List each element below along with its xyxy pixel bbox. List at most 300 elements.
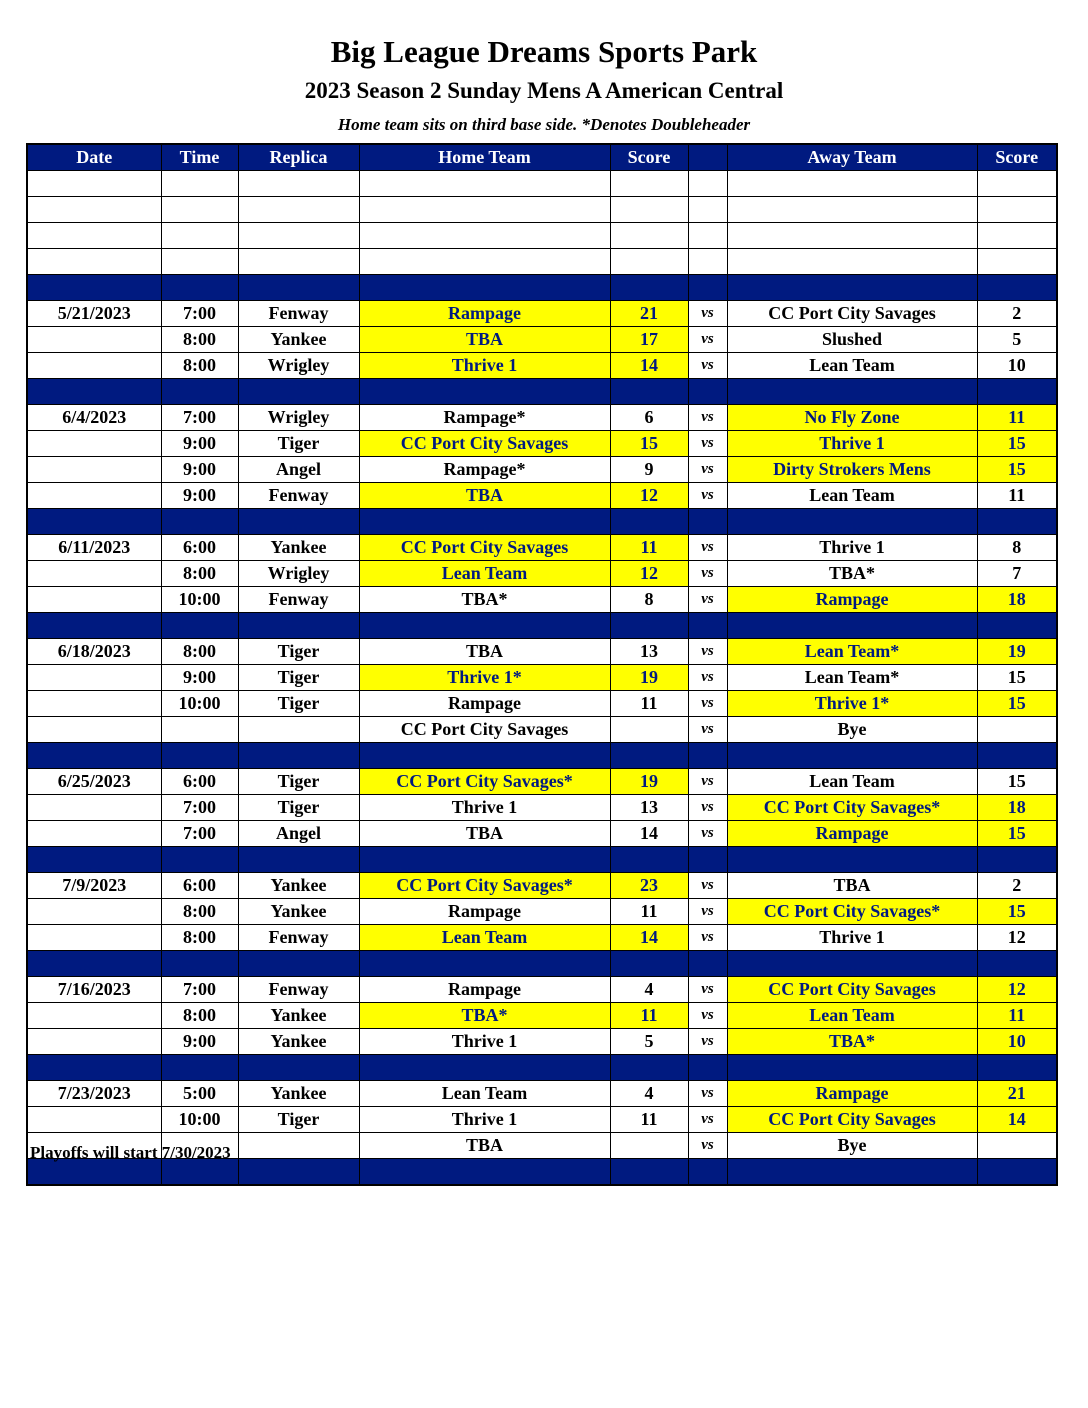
date-cell: 6/4/2023 [27,405,161,431]
away-team-cell: Thrive 1 [727,431,977,457]
vs-cell: vs [688,561,727,587]
away-team-cell: CC Port City Savages [727,977,977,1003]
vs-cell: vs [688,639,727,665]
date-cell: 7/23/2023 [27,1081,161,1107]
vs-cell: vs [688,535,727,561]
separator-cell [977,951,1057,977]
away-team-cell: Rampage [727,587,977,613]
away-score-cell: 15 [977,899,1057,925]
week-separator-row [27,743,1057,769]
home-score-cell: 17 [610,327,688,353]
game-row [27,873,1057,899]
home-score-cell: 13 [610,795,688,821]
away-score-cell: 8 [977,535,1057,561]
home-team-cell: TBA [359,1133,610,1159]
blank-cell [688,223,727,249]
separator-cell [610,613,688,639]
game-row [27,587,1057,613]
home-score-cell [610,1133,688,1159]
blank-cell [359,197,610,223]
away-team-cell: Thrive 1 [727,925,977,951]
away-team-cell: Rampage [727,821,977,847]
separator-cell [688,1159,727,1186]
home-score-cell: 4 [610,977,688,1003]
vs-cell: vs [688,1133,727,1159]
away-team-cell: Bye [727,717,977,743]
time-cell: 7:00 [161,795,238,821]
away-score-cell: 7 [977,561,1057,587]
col-time-header: Time [161,144,238,171]
home-team-cell: Thrive 1 [359,353,610,379]
game-row [27,795,1057,821]
separator-cell [688,613,727,639]
time-cell: 8:00 [161,353,238,379]
away-score-cell: 15 [977,665,1057,691]
home-score-cell: 11 [610,1003,688,1029]
home-score-cell: 14 [610,821,688,847]
date-cell [27,561,161,587]
date-cell [27,483,161,509]
time-cell: 8:00 [161,327,238,353]
date-cell: 7/9/2023 [27,873,161,899]
separator-cell [727,613,977,639]
separator-cell [688,379,727,405]
separator-cell [161,509,238,535]
separator-cell [238,1055,359,1081]
home-team-cell: Thrive 1 [359,1029,610,1055]
home-team-cell: Thrive 1* [359,665,610,691]
away-score-cell: 19 [977,639,1057,665]
vs-cell: vs [688,457,727,483]
separator-cell [610,847,688,873]
away-team-cell: Rampage [727,1081,977,1107]
replica-cell: Fenway [238,483,359,509]
week-separator-row [27,847,1057,873]
away-team-cell: TBA* [727,561,977,587]
time-cell: 10:00 [161,1107,238,1133]
date-cell [27,1029,161,1055]
separator-cell [27,379,161,405]
home-score-cell: 19 [610,665,688,691]
game-row [27,691,1057,717]
game-row [27,977,1057,1003]
playoffs-note: Playoffs will start 7/30/2023 [30,1143,231,1162]
home-team-cell: Lean Team [359,925,610,951]
replica-cell: Fenway [238,301,359,327]
blank-cell [977,223,1057,249]
vs-cell: vs [688,795,727,821]
home-team-cell: Rampage [359,899,610,925]
blank-cell [161,249,238,275]
vs-cell: vs [688,353,727,379]
time-cell: 8:00 [161,899,238,925]
blank-row [27,197,1057,223]
date-cell [27,431,161,457]
home-score-cell: 11 [610,1107,688,1133]
time-cell: 9:00 [161,483,238,509]
home-team-cell: TBA* [359,587,610,613]
game-row [27,717,1057,743]
away-team-cell: Lean Team* [727,665,977,691]
vs-cell: vs [688,405,727,431]
vs-cell: vs [688,899,727,925]
separator-cell [238,743,359,769]
replica-cell: Tiger [238,769,359,795]
home-score-cell: 12 [610,561,688,587]
game-row [27,457,1057,483]
separator-cell [688,1055,727,1081]
week-separator-row [27,613,1057,639]
separator-cell [238,275,359,301]
home-team-cell: Rampage [359,691,610,717]
separator-cell [27,951,161,977]
vs-cell: vs [688,873,727,899]
replica-cell: Yankee [238,1003,359,1029]
away-score-cell: 10 [977,353,1057,379]
blank-cell [359,249,610,275]
away-score-cell: 18 [977,795,1057,821]
blank-cell [238,197,359,223]
blank-cell [161,197,238,223]
time-cell: 7:00 [161,977,238,1003]
date-cell [27,1003,161,1029]
blank-cell [727,197,977,223]
replica-cell [238,1133,359,1159]
away-score-cell: 15 [977,691,1057,717]
home-score-cell: 13 [610,639,688,665]
schedule-note: Home team sits on third base side. *Denotes Doubleheader [337,115,751,134]
separator-cell [161,1055,238,1081]
replica-cell: Yankee [238,535,359,561]
game-row [27,353,1057,379]
home-team-cell: CC Port City Savages [359,535,610,561]
separator-cell [610,379,688,405]
replica-cell: Fenway [238,925,359,951]
week-separator-row [27,509,1057,535]
date-cell [27,1107,161,1133]
time-cell: 7:00 [161,821,238,847]
col-home-team-header: Home Team [359,144,610,171]
home-team-cell: Lean Team [359,561,610,587]
blank-cell [688,197,727,223]
blank-cell [727,171,977,197]
blank-cell [688,249,727,275]
vs-cell: vs [688,665,727,691]
blank-cell [977,249,1057,275]
blank-cell [161,223,238,249]
separator-cell [359,379,610,405]
time-cell: 8:00 [161,639,238,665]
replica-cell: Tiger [238,795,359,821]
game-row [27,1029,1057,1055]
away-score-cell: 11 [977,1003,1057,1029]
game-row [27,1081,1057,1107]
away-score-cell: 2 [977,301,1057,327]
date-cell: 6/18/2023 [27,639,161,665]
away-team-cell: Lean Team* [727,639,977,665]
separator-cell [610,509,688,535]
home-team-cell: Rampage [359,977,610,1003]
blank-cell [238,249,359,275]
blank-cell [359,223,610,249]
separator-cell [359,743,610,769]
date-cell [27,717,161,743]
game-row [27,561,1057,587]
date-cell [27,795,161,821]
replica-cell [238,717,359,743]
replica-cell: Tiger [238,665,359,691]
date-cell [27,925,161,951]
game-row [27,639,1057,665]
separator-cell [161,613,238,639]
game-row [27,535,1057,561]
col-away-score-header: Score [977,144,1057,171]
away-team-cell: CC Port City Savages* [727,795,977,821]
game-row [27,301,1057,327]
separator-cell [688,951,727,977]
time-cell: 9:00 [161,431,238,457]
week-separator-row [27,1055,1057,1081]
away-score-cell: 12 [977,977,1057,1003]
vs-cell: vs [688,1003,727,1029]
replica-cell: Wrigley [238,353,359,379]
home-score-cell: 19 [610,769,688,795]
game-row [27,1003,1057,1029]
date-cell [27,587,161,613]
page-subtitle: 2023 Season 2 Sunday Mens A American Central [304,78,784,103]
separator-cell [238,951,359,977]
home-score-cell: 11 [610,899,688,925]
blank-cell [238,223,359,249]
date-cell: 5/21/2023 [27,301,161,327]
separator-cell [688,509,727,535]
separator-cell [161,847,238,873]
away-score-cell: 10 [977,1029,1057,1055]
separator-cell [610,743,688,769]
separator-cell [359,1055,610,1081]
home-score-cell: 9 [610,457,688,483]
replica-cell: Tiger [238,639,359,665]
replica-cell: Tiger [238,691,359,717]
home-score-cell: 11 [610,691,688,717]
home-team-cell: Rampage* [359,405,610,431]
home-score-cell: 23 [610,873,688,899]
col-date-header: Date [27,144,161,171]
vs-cell: vs [688,821,727,847]
separator-cell [359,509,610,535]
separator-cell [27,743,161,769]
away-score-cell: 12 [977,925,1057,951]
game-row [27,327,1057,353]
home-score-cell: 14 [610,353,688,379]
home-score-cell: 15 [610,431,688,457]
blank-cell [27,197,161,223]
blank-cell [977,197,1057,223]
vs-cell: vs [688,1029,727,1055]
replica-cell: Wrigley [238,405,359,431]
time-cell: 7:00 [161,405,238,431]
home-team-cell: Rampage* [359,457,610,483]
replica-cell: Wrigley [238,561,359,587]
time-cell: 9:00 [161,457,238,483]
home-team-cell: TBA [359,639,610,665]
blank-cell [27,249,161,275]
time-cell: 9:00 [161,665,238,691]
home-team-cell: Thrive 1 [359,1107,610,1133]
game-row [27,769,1057,795]
away-team-cell: Dirty Strokers Mens [727,457,977,483]
separator-cell [238,509,359,535]
vs-cell: vs [688,587,727,613]
separator-cell [610,951,688,977]
vs-cell: vs [688,327,727,353]
separator-cell [688,743,727,769]
away-team-cell: TBA [727,873,977,899]
date-cell [27,665,161,691]
blank-cell [727,223,977,249]
time-cell: 10:00 [161,691,238,717]
away-score-cell [977,1133,1057,1159]
home-score-cell: 14 [610,925,688,951]
home-team-cell: TBA* [359,1003,610,1029]
separator-cell [977,1055,1057,1081]
separator-cell [359,275,610,301]
home-score-cell: 12 [610,483,688,509]
separator-cell [238,379,359,405]
replica-cell: Yankee [238,327,359,353]
separator-cell [688,847,727,873]
away-team-cell: Lean Team [727,483,977,509]
col-replica-header: Replica [238,144,359,171]
blank-cell [161,171,238,197]
home-team-cell: Thrive 1 [359,795,610,821]
vs-cell: vs [688,769,727,795]
away-team-cell: Thrive 1 [727,535,977,561]
away-score-cell: 11 [977,483,1057,509]
home-team-cell: TBA [359,327,610,353]
separator-cell [161,951,238,977]
vs-cell: vs [688,1107,727,1133]
away-team-cell: Lean Team [727,353,977,379]
away-score-cell: 11 [977,405,1057,431]
replica-cell: Yankee [238,1081,359,1107]
away-score-cell: 5 [977,327,1057,353]
separator-cell [977,743,1057,769]
separator-cell [727,1159,977,1186]
away-team-cell: Bye [727,1133,977,1159]
replica-cell: Fenway [238,587,359,613]
vs-cell: vs [688,717,727,743]
separator-cell [727,847,977,873]
away-team-cell: Slushed [727,327,977,353]
schedule-body [27,171,1057,1186]
replica-cell: Yankee [238,873,359,899]
week-separator-row [27,379,1057,405]
time-cell: 5:00 [161,1081,238,1107]
replica-cell: Angel [238,821,359,847]
blank-cell [727,249,977,275]
separator-cell [727,951,977,977]
vs-cell: vs [688,483,727,509]
separator-cell [610,275,688,301]
away-score-cell: 21 [977,1081,1057,1107]
date-cell [27,327,161,353]
away-team-cell: CC Port City Savages* [727,899,977,925]
time-cell: 8:00 [161,925,238,951]
time-cell [161,717,238,743]
week-separator-row [27,951,1057,977]
game-row [27,431,1057,457]
blank-cell [27,223,161,249]
blank-cell [238,171,359,197]
separator-cell [27,847,161,873]
replica-cell: Tiger [238,1107,359,1133]
away-team-cell: Thrive 1* [727,691,977,717]
time-cell: 10:00 [161,587,238,613]
away-score-cell: 14 [977,1107,1057,1133]
week-separator-row [27,275,1057,301]
separator-cell [27,613,161,639]
vs-cell: vs [688,691,727,717]
vs-cell: vs [688,1081,727,1107]
blank-cell [610,223,688,249]
date-cell: 7/16/2023 [27,977,161,1003]
separator-cell [161,379,238,405]
home-score-cell: 5 [610,1029,688,1055]
away-score-cell [977,717,1057,743]
home-team-cell: Lean Team [359,1081,610,1107]
separator-cell [977,613,1057,639]
time-cell: 8:00 [161,561,238,587]
separator-cell [610,1159,688,1186]
header-row [27,144,1057,171]
home-score-cell: 6 [610,405,688,431]
home-team-cell: TBA [359,483,610,509]
date-cell [27,691,161,717]
time-cell: 8:00 [161,1003,238,1029]
separator-cell [238,1159,359,1186]
replica-cell: Yankee [238,1029,359,1055]
blank-cell [610,171,688,197]
away-team-cell: CC Port City Savages [727,301,977,327]
away-team-cell: Lean Team [727,769,977,795]
blank-cell [688,171,727,197]
vs-cell: vs [688,301,727,327]
separator-cell [27,275,161,301]
home-score-cell: 11 [610,535,688,561]
separator-cell [27,509,161,535]
separator-cell [161,275,238,301]
away-team-cell: Lean Team [727,1003,977,1029]
time-cell: 6:00 [161,535,238,561]
separator-cell [359,613,610,639]
away-score-cell: 15 [977,769,1057,795]
home-score-cell: 8 [610,587,688,613]
home-team-cell: CC Port City Savages [359,717,610,743]
game-row [27,665,1057,691]
date-cell: 6/11/2023 [27,535,161,561]
separator-cell [161,743,238,769]
col-vs-header [688,144,727,171]
blank-row [27,223,1057,249]
home-score-cell: 4 [610,1081,688,1107]
separator-cell [238,847,359,873]
game-row [27,821,1057,847]
home-team-cell: CC Port City Savages [359,431,610,457]
separator-cell [359,1159,610,1186]
date-cell [27,353,161,379]
separator-cell [27,1055,161,1081]
